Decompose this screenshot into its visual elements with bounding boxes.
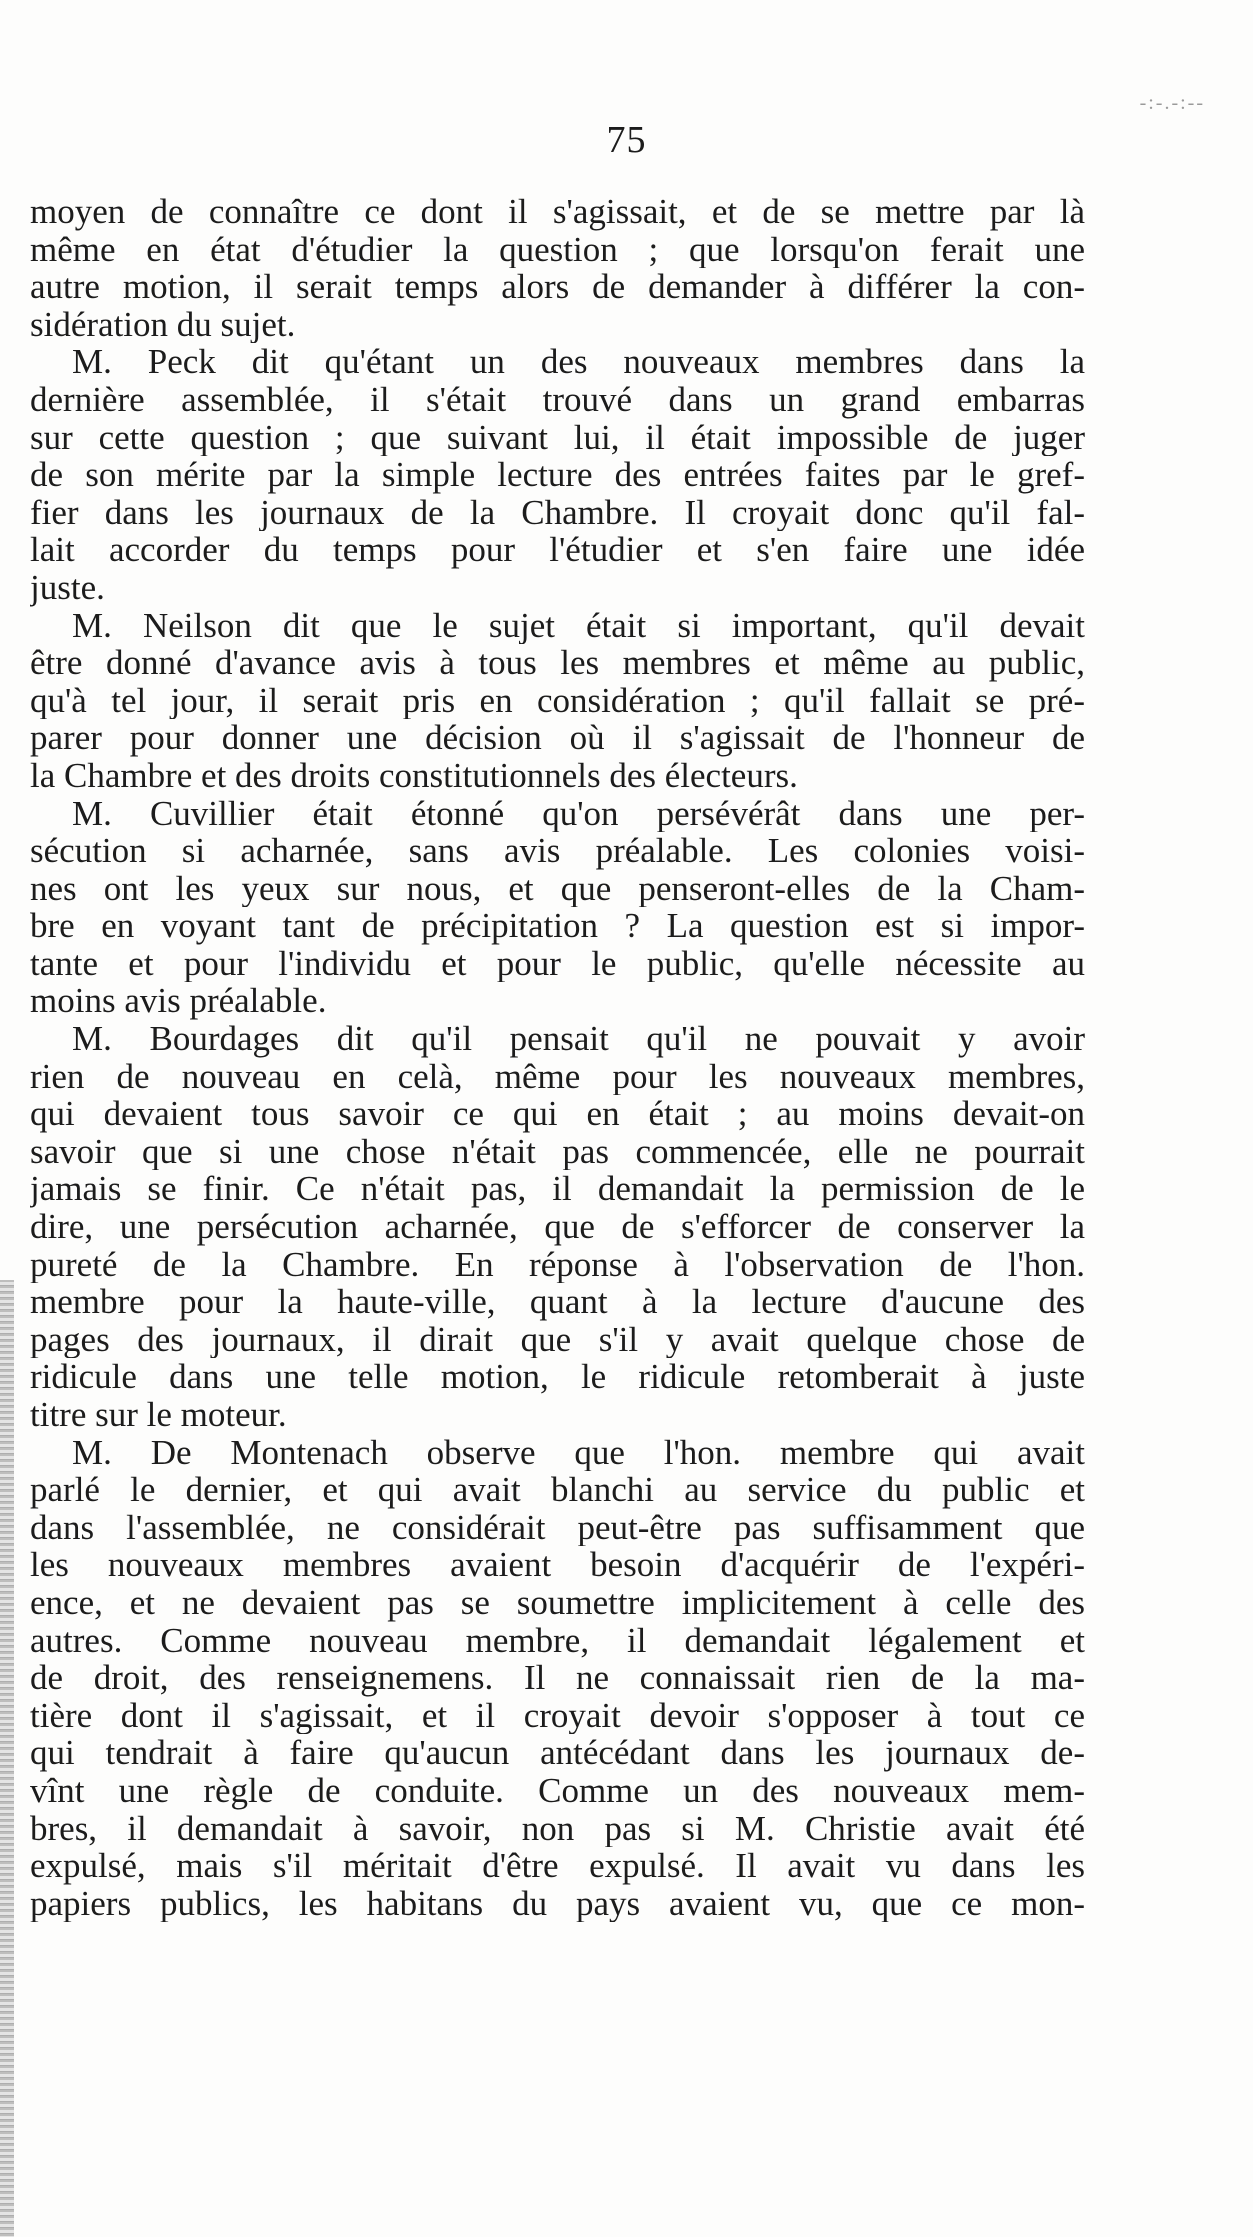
text-line: dernière assemblée, il s'était trouvé dans un grand embarras: [30, 380, 1085, 419]
text-line: nes ont les yeux sur nous, et que penseront-elles de la Cham-: [30, 869, 1085, 908]
text-line: qui tendrait à faire qu'aucun antécédant dans les journaux de-: [30, 1734, 1085, 1772]
corner-mark: -:-.-:--: [1139, 92, 1205, 114]
text-line: la Chambre et des droits constitutionnels des électeurs.: [30, 756, 798, 795]
text-line: les nouveaux membres avaient besoin d'acquérir de l'expéri-: [30, 1546, 1085, 1584]
text-line: M. Bourdages dit qu'il pensait qu'il ne pouvait y avoir: [72, 1020, 1085, 1058]
text-line: membre pour la haute-ville, quant à la lecture d'aucune des: [30, 1283, 1085, 1321]
text-line: autre motion, il serait temps alors de demander à différer la con-: [30, 268, 1085, 306]
text-line: M. Peck dit qu'étant un des nouveaux membres dans la: [72, 343, 1085, 381]
page-number: 75: [606, 119, 647, 161]
text-line: papiers publics, les habitans du pays avaient vu, que ce mon-: [30, 1884, 1085, 1923]
text-line: sur cette question ; que suivant lui, il était impossible de juger: [30, 418, 1085, 457]
text-line: dire, une persécution acharnée, que de s'efforcer de conserver la: [30, 1208, 1085, 1246]
text-line: vînt une règle de conduite. Comme un des nouveaux mem-: [30, 1771, 1085, 1810]
text-line: qui devaient tous savoir ce qui en était ; au moins devait-on: [30, 1095, 1085, 1133]
text-line: ridicule dans une telle motion, le ridicule retomberait à juste: [30, 1358, 1085, 1396]
text-line: M. De Montenach observe que l'hon. membre qui avait: [72, 1433, 1085, 1472]
text-line: M. Cuvillier était étonné qu'on persévérât dans une per-: [72, 794, 1085, 833]
text-line: jamais se finir. Ce n'était pas, il demandait la permission de le: [30, 1170, 1085, 1209]
text-line: savoir que si une chose n'était pas commencée, elle ne pourrait: [30, 1132, 1085, 1171]
text-line: moyen de connaître ce dont il s'agissait, et de se mettre par là: [30, 193, 1085, 231]
text-line: sécution si acharnée, sans avis préalable. Les colonies voisi-: [30, 832, 1085, 870]
text-line: expulsé, mais s'il méritait d'être expulsé. Il avait vu dans les: [30, 1847, 1085, 1885]
text-line: sidération du sujet.: [30, 305, 296, 344]
text-line: titre sur le moteur.: [30, 1396, 287, 1434]
text-line: dans l'assemblée, ne considérait peut-être pas suffisamment que: [30, 1508, 1085, 1547]
text-line: tante et pour l'individu et pour le public, qu'elle nécessite au: [30, 944, 1085, 983]
text-line: bre en voyant tant de précipitation ? La question est si impor-: [30, 907, 1085, 945]
text-line: être donné d'avance avis à tous les membres et même au public,: [30, 644, 1085, 682]
text-line: même en état d'étudier la question ; que lorsqu'on ferait une: [30, 230, 1085, 269]
text-line: parer pour donner une décision où il s'agissait de l'honneur de: [30, 719, 1085, 757]
text-line: tière dont il s'agissait, et il croyait devoir s'opposer à tout ce: [30, 1696, 1085, 1735]
text-line: fier dans les journaux de la Chambre. Il croyait donc qu'il fal-: [30, 493, 1085, 532]
text-line: de droit, des renseignemens. Il ne connaissait rien de la ma-: [30, 1659, 1085, 1697]
text-line: lait accorder du temps pour l'étudier et s'en faire une idée: [30, 531, 1085, 569]
text-line: moins avis préalable.: [30, 982, 327, 1021]
text-line: pureté de la Chambre. En réponse à l'observation de l'hon.: [30, 1245, 1085, 1284]
page-edge-shadow: [0, 1280, 14, 2237]
text-line: pages des journaux, il dirait que s'il y avait quelque chose de: [30, 1320, 1085, 1359]
text-line: de son mérite par la simple lecture des entrées faites par le gref-: [30, 456, 1085, 494]
text-line: parlé le dernier, et qui avait blanchi au service du public et: [30, 1471, 1085, 1509]
text-line: rien de nouveau en celà, même pour les nouveaux membres,: [30, 1057, 1085, 1096]
text-line: bres, il demandait à savoir, non pas si M. Christie avait été: [30, 1809, 1085, 1848]
text-line: qu'à tel jour, il serait pris en considération ; qu'il fallait se pré-: [30, 681, 1085, 720]
text-line: juste.: [30, 568, 105, 607]
text-line: M. Neilson dit que le sujet était si important, qu'il devait: [72, 606, 1085, 645]
text-line: autres. Comme nouveau membre, il demandait légalement et: [30, 1621, 1085, 1660]
text-line: ence, et ne devaient pas se soumettre implicitement à celle des: [30, 1583, 1085, 1622]
body-text: [30, 193, 1085, 1922]
